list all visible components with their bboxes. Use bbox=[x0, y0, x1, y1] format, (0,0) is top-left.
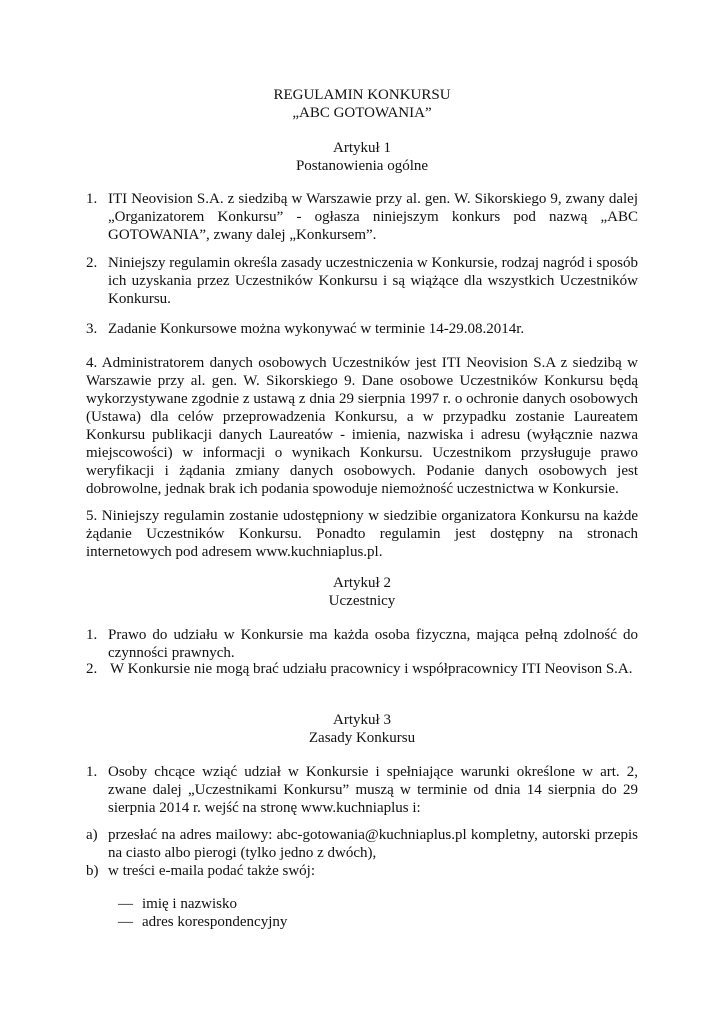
article2-item2-text: W Konkursie nie mogą brać udziału pracownicy i współpracownicy ITI Neovison S.A. bbox=[110, 661, 633, 677]
dash-bullet-icon: — bbox=[118, 914, 133, 930]
article1-paragraph5: 5. Niniejszy regulamin zostanie udostępniony w siedzibie organizatora Konkursu na każde żądanie Uczestników Konkursu. Ponadto regulamin jest dostępny na stronach internetowych pod adresem www.kuchniaplus.pl. bbox=[86, 508, 638, 560]
article1-item2-text: Niniejszy regulamin określa zasady uczestniczenia w Konkursie, rodzaj nagród i sposób ich uzyskania przez Uczestników Konkursu i są wiążące dla wszystkich Uczestników Konkursu. bbox=[108, 255, 638, 307]
document-title: REGULAMIN KONKURSU bbox=[273, 87, 451, 103]
article3-item1-text: Osoby chcące wziąć udział w Konkursie i spełniające warunki określone w art. 2, zwane dalej „Uczestnikami Konkursu” muszą w terminie od dnia 14 sierpnia do 29 sierpnia 2014 r. wejść na stronę www.kuchniaplus i: bbox=[108, 764, 638, 816]
article1-item3-number: 3. bbox=[86, 321, 98, 337]
article3-subitem-b-letter: b) bbox=[86, 863, 99, 879]
article1-item1-number: 1. bbox=[86, 191, 98, 207]
article1-subheading: Postanowienia ogólne bbox=[295, 158, 429, 174]
article1-paragraph4: 4. Administratorem danych osobowych Uczestników jest ITI Neovision S.A z siedzibą w Warszawie przy al. gen. W. Sikorskiego 9. Dane osobowe Uczestników Konkursu będą wykorzystywane zgodnie z ustawą z dnia 29 sierpnia 1997 r. o ochronie danych osobowych (Ustawa) dla celów przeprowadzenia Konkursu, a w przypadku zostanie Laureatem Konkursu publikacji danych Laureatów - imienia, nazwiska i adresu (wyłącznie nazwa miejscowości) w informacji o wynikach Konkursu. Uczestnikom przysługuje prawo weryfikacji i żądania zmiany danych osobowych. Podanie danych osobowych jest dobrowolne, jednak brak ich podania spowoduje niemożność uczestnictwa w Konkursie. bbox=[86, 355, 638, 497]
article2-item2-number: 2. bbox=[86, 661, 98, 677]
dash-bullet-icon: — bbox=[118, 896, 133, 912]
article1-item3-text: Zadanie Konkursowe można wykonywać w terminie 14-29.08.2014r. bbox=[108, 321, 525, 337]
document-subtitle: „ABC GOTOWANIA” bbox=[292, 105, 432, 121]
bullet-address: adres korespondencyjny bbox=[142, 914, 288, 930]
article1-item2-number: 2. bbox=[86, 255, 98, 271]
article3-subitem-b-text: w treści e-maila podać także swój: bbox=[108, 863, 315, 879]
article3-subitem-a-letter: a) bbox=[86, 827, 98, 843]
article2-item1-text: Prawo do udziału w Konkursie ma każda osoba fizyczna, mająca pełną zdolność do czynności prawnych. bbox=[108, 627, 638, 661]
article2-heading: Artykuł 2 bbox=[333, 575, 391, 591]
article1-item1-text: ITI Neovision S.A. z siedzibą w Warszawie przy al. gen. W. Sikorskiego 9, zwany dalej „Organizatorem Konkursu” - ogłasza niniejszym konkurs pod nazwą „ABC GOTOWANIA”, zwany dalej „Konkursem”. bbox=[108, 191, 638, 243]
article3-heading: Artykuł 3 bbox=[333, 712, 391, 728]
article3-item1-number: 1. bbox=[86, 764, 98, 780]
article2-item1-number: 1. bbox=[86, 627, 98, 643]
article2-subheading: Uczestnicy bbox=[328, 593, 396, 609]
bullet-full-name: imię i nazwisko bbox=[142, 896, 237, 912]
article3-subheading: Zasady Konkursu bbox=[308, 730, 416, 746]
article1-heading: Artykuł 1 bbox=[333, 140, 391, 156]
article3-subitem-a-text: przesłać na adres mailowy: abc-gotowania@kuchniaplus.pl kompletny, autorski przepis na ciasto albo pierogi (tylko jedno z dwóch), bbox=[108, 827, 638, 861]
